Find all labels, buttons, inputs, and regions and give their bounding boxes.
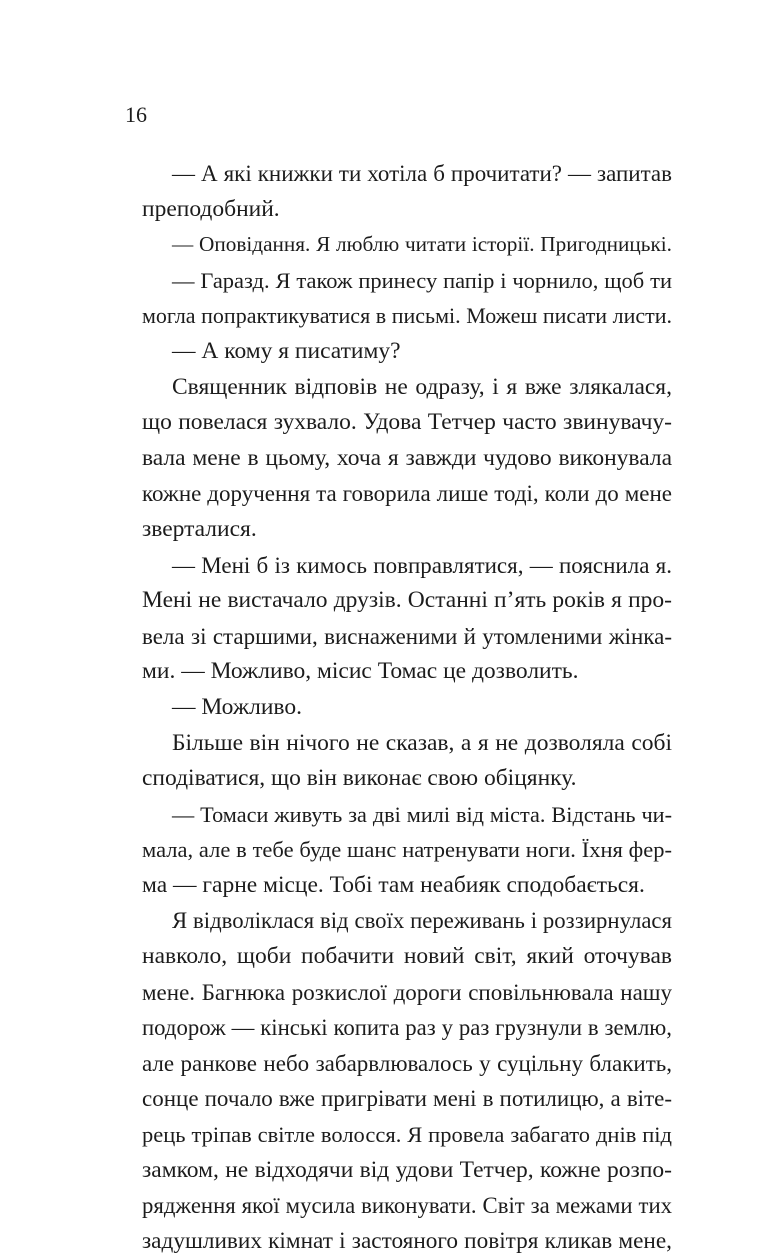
text-line: — Гаразд. Я також принесу папір і чорнило, щоб ти xyxy=(172,267,672,293)
text-line: мала, але в тебе буде шанс натренувати ноги. Їхня фер- xyxy=(142,837,672,863)
text-line: сподіватися, що він виконає свою обіцянку. xyxy=(142,765,577,792)
text-line: кожне доручення та говорила лише тоді, коли до мене xyxy=(142,481,672,507)
text-line: ми. — Можливо, місис Томас це дозволить. xyxy=(142,658,579,685)
text-line: — А кому я писатиму? xyxy=(172,337,401,364)
text-line: — А які книжки ти хотіла б прочитати? — запитав xyxy=(172,161,672,186)
text-line: могла попрактикуватися в письмі. Можеш писати листи. xyxy=(142,303,672,329)
page-number: 16 xyxy=(125,102,147,127)
text-line: мене. Багнюка розкислої дороги сповільнювала нашу xyxy=(142,979,672,1005)
text-line: Священник відповів не одразу, і я вже злякалася, xyxy=(172,373,672,400)
text-line: — Мені б із кимось повправлятися, — пояснила я. xyxy=(172,552,672,578)
text-line: ма — гарне місце. Тобі там неабияк сподобається. xyxy=(142,871,645,898)
text-line: — Томаси живуть за дві милі від міста. Відстань чи- xyxy=(172,801,672,827)
text-line: сонце почало вже пригрівати мені в потилицю, а віте- xyxy=(142,1086,672,1112)
text-line: Більше він нічого не сказав, а я не дозволяла собі xyxy=(172,729,672,756)
text-line: Я відволіклася від своїх переживань і роззирнулася xyxy=(172,908,672,934)
text-line: задушливих кімнат і застояного повітря кликав мене, xyxy=(142,1227,672,1254)
text-line: — Можливо. xyxy=(172,693,302,720)
text-line: замком, не відходячи від удови Тетчер, кожне розпо- xyxy=(142,1156,672,1183)
text-line: рядження якої мусила виконувати. Світ за межами тих xyxy=(142,1193,672,1219)
text-line: преподобний. xyxy=(142,195,280,222)
text-line: що повелася зухвало. Удова Тетчер часто звинувачу- xyxy=(142,409,672,436)
text-line: — Оповідання. Я люблю читати історії. Пригодницькі. xyxy=(172,232,672,257)
body-text xyxy=(142,156,672,1259)
text-line: Мені не вистачало друзів. Останні п’ять років я про- xyxy=(142,587,672,614)
text-line: рець тріпав світле волосся. Я провела забагато днів під xyxy=(142,1122,672,1148)
text-line: зверталися. xyxy=(142,515,257,542)
text-line: вела зі старшими, виснаженими й утомленими жінка- xyxy=(142,623,672,649)
text-line: вала мене в цьому, хоча я завжди чудово виконувала xyxy=(142,444,672,471)
text-line: подорож — кінські копита раз у раз грузнули в землю, xyxy=(142,1015,672,1041)
text-line: але ранкове небо забарвлювалось у суцільну блакить, xyxy=(142,1050,672,1076)
text-line: навколо, щоби побачити новий світ, який оточував xyxy=(142,943,672,970)
